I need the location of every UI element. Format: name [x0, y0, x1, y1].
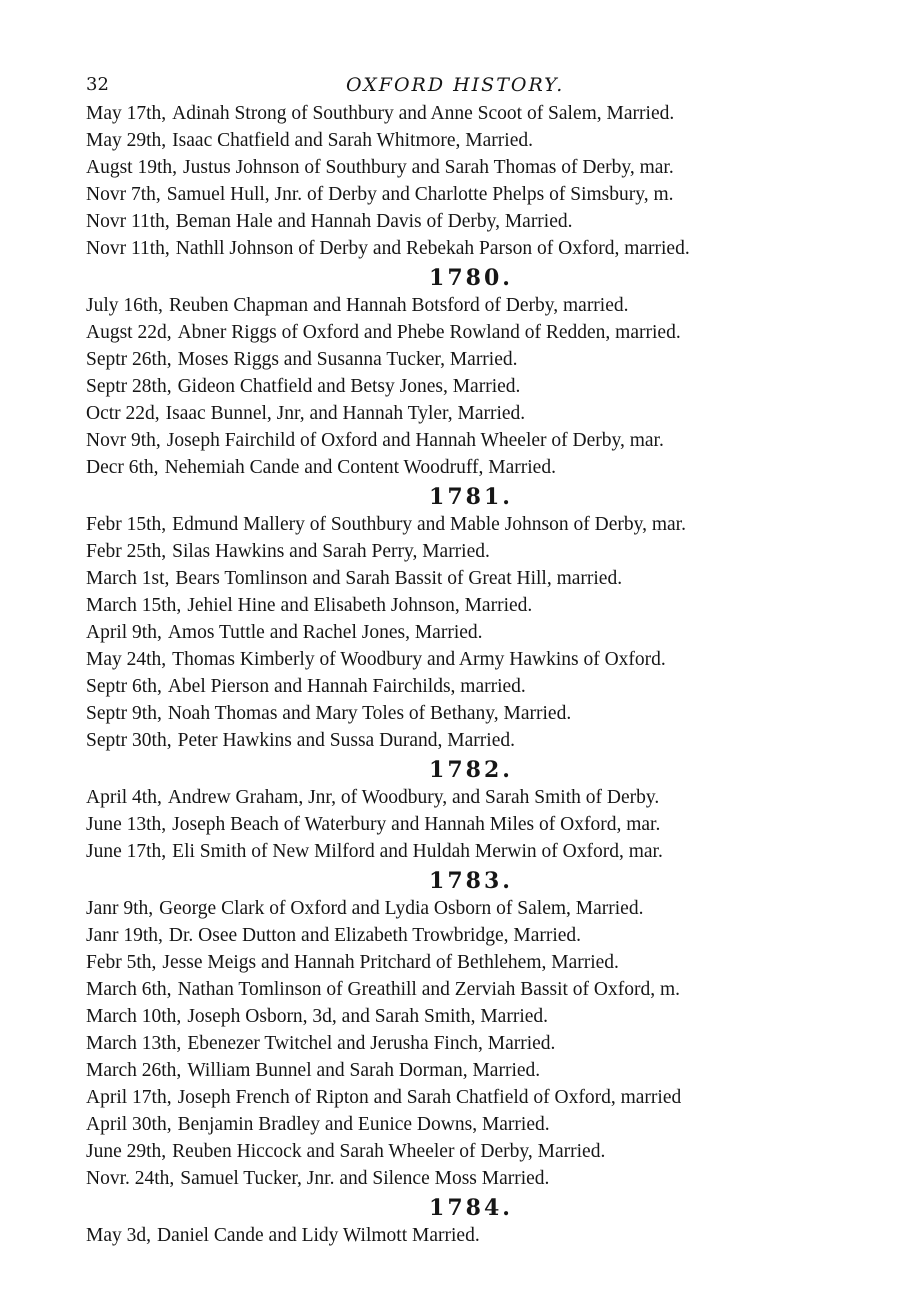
entry-text: Joseph Osborn, 3d, and Sarah Smith, Married.	[187, 1006, 549, 1027]
year-heading: 1780.	[429, 265, 513, 291]
entry-text: Nathll Johnson of Derby and Rebekah Parson of Oxford, married.	[175, 238, 690, 259]
marriage-entry	[86, 811, 826, 838]
entry-date: Novr 11th,	[86, 238, 170, 259]
entry-date: Novr 11th,	[86, 211, 170, 232]
marriage-entry	[86, 373, 826, 400]
entry-text: Reuben Hiccock and Sarah Wheeler of Derby, Married.	[172, 1141, 606, 1162]
entry-date: Febr 15th,	[86, 514, 167, 535]
marriage-entry	[86, 1084, 826, 1111]
entry-date: Febr 25th,	[86, 541, 167, 562]
entry-text: Benjamin Bradley and Eunice Downs, Married.	[177, 1114, 550, 1135]
entry-text: Moses Riggs and Susanna Tucker, Married.	[177, 349, 518, 370]
entry-text: Eli Smith of New Milford and Huldah Merwin of Oxford, mar.	[172, 841, 663, 862]
entry-text: Silas Hawkins and Sarah Perry, Married.	[172, 541, 490, 562]
entry-date: Augst 19th,	[86, 157, 178, 178]
marriage-entry	[86, 154, 826, 181]
entry-date: May 17th,	[86, 103, 167, 124]
entry-text: Nehemiah Cande and Content Woodruff, Married.	[164, 457, 556, 478]
marriage-entry	[86, 127, 826, 154]
entry-text: Amos Tuttle and Rachel Jones, Married.	[167, 622, 483, 643]
marriage-entry	[86, 1138, 826, 1165]
marriage-entry	[86, 700, 826, 727]
entry-date: April 30th,	[86, 1114, 172, 1135]
entry-date: Novr 9th,	[86, 430, 161, 451]
marriage-entry	[86, 592, 826, 619]
entry-date: Septr 30th,	[86, 730, 172, 751]
entry-text: Bears Tomlinson and Sarah Bassit of Great Hill, married.	[175, 568, 623, 589]
marriage-entry	[86, 427, 826, 454]
entry-text: Abner Riggs of Oxford and Phebe Rowland of Redden, married.	[177, 322, 681, 343]
marriage-entry	[86, 319, 826, 346]
entry-text: William Bunnel and Sarah Dorman, Married.	[187, 1060, 541, 1081]
marriage-entry	[86, 949, 826, 976]
marriage-entry	[86, 976, 826, 1003]
entry-date: Augst 22d,	[86, 322, 172, 343]
marriage-entry	[86, 646, 826, 673]
marriage-entry	[86, 1165, 826, 1192]
marriage-entry	[86, 454, 826, 481]
entry-text: Beman Hale and Hannah Davis of Derby, Married.	[175, 211, 573, 232]
entry-text: Joseph Beach of Waterbury and Hannah Miles of Oxford, mar.	[172, 814, 661, 835]
marriage-register	[86, 100, 826, 1249]
marriage-entry	[86, 565, 826, 592]
entry-date: June 17th,	[86, 841, 167, 862]
entry-date: March 6th,	[86, 979, 172, 1000]
entry-text: Andrew Graham, Jnr, of Woodbury, and Sarah Smith of Derby.	[167, 787, 660, 808]
page	[86, 70, 826, 1249]
entry-date: Janr 9th,	[86, 898, 154, 919]
entry-date: Decr 6th,	[86, 457, 159, 478]
entry-date: June 13th,	[86, 814, 167, 835]
entry-date: March 10th,	[86, 1006, 182, 1027]
marriage-entry	[86, 235, 826, 262]
running-title: OXFORD HISTORY.	[346, 74, 565, 96]
entry-text: Ebenezer Twitchel and Jerusha Finch, Married.	[187, 1033, 556, 1054]
entry-date: May 29th,	[86, 130, 167, 151]
marriage-entry	[86, 208, 826, 235]
entry-date: April 9th,	[86, 622, 162, 643]
year-heading: 1784.	[429, 1195, 513, 1221]
entry-text: Reuben Chapman and Hannah Botsford of Derby, married.	[168, 295, 629, 316]
year-heading: 1783.	[429, 868, 513, 894]
entry-text: Nathan Tomlinson of Greathill and Zerviah Bassit of Oxford, m.	[177, 979, 681, 1000]
entry-text: Edmund Mallery of Southbury and Mable Johnson of Derby, mar.	[172, 514, 686, 535]
entry-text: Noah Thomas and Mary Toles of Bethany, Married.	[167, 703, 572, 724]
marriage-entry	[86, 538, 826, 565]
entry-text: George Clark of Oxford and Lydia Osborn of Salem, Married.	[159, 898, 644, 919]
entry-date: April 4th,	[86, 787, 162, 808]
entry-date: Septr 9th,	[86, 703, 162, 724]
entry-text: Isaac Chatfield and Sarah Whitmore, Married.	[172, 130, 533, 151]
entry-date: Novr 7th,	[86, 184, 161, 205]
marriage-entry	[86, 292, 826, 319]
entry-text: Joseph Fairchild of Oxford and Hannah Wheeler of Derby, mar.	[166, 430, 664, 451]
entry-text: Dr. Osee Dutton and Elizabeth Trowbridge, Married.	[168, 925, 582, 946]
entry-date: Septr 28th,	[86, 376, 172, 397]
entry-date: Septr 6th,	[86, 676, 162, 697]
marriage-entry	[86, 1057, 826, 1084]
entry-text: Jesse Meigs and Hannah Pritchard of Bethlehem, Married.	[162, 952, 619, 973]
marriage-entry	[86, 673, 826, 700]
entry-date: Janr 19th,	[86, 925, 163, 946]
marriage-entry	[86, 838, 826, 865]
entry-date: Septr 26th,	[86, 349, 172, 370]
entry-text: Isaac Bunnel, Jnr, and Hannah Tyler, Married.	[165, 403, 526, 424]
entry-text: Jehiel Hine and Elisabeth Johnson, Married.	[187, 595, 533, 616]
marriage-entry	[86, 895, 826, 922]
entry-text: Justus Johnson of Southbury and Sarah Thomas of Derby, mar.	[183, 157, 674, 178]
marriage-entry	[86, 1030, 826, 1057]
entry-date: Febr 5th,	[86, 952, 157, 973]
entry-date: May 24th,	[86, 649, 167, 670]
marriage-entry	[86, 727, 826, 754]
entry-date: March 15th,	[86, 595, 182, 616]
entry-text: Samuel Tucker, Jnr. and Silence Moss Married.	[180, 1168, 550, 1189]
page-number: 32	[86, 74, 109, 95]
page-header	[86, 70, 826, 100]
entry-date: June 29th,	[86, 1141, 167, 1162]
marriage-entry	[86, 784, 826, 811]
entry-text: Joseph French of Ripton and Sarah Chatfield of Oxford, married	[177, 1087, 682, 1108]
entry-text: Samuel Hull, Jnr. of Derby and Charlotte Phelps of Simsbury, m.	[166, 184, 674, 205]
year-heading: 1782.	[429, 757, 513, 783]
entry-date: March 13th,	[86, 1033, 182, 1054]
entry-date: Octr 22d,	[86, 403, 160, 424]
marriage-entry	[86, 511, 826, 538]
year-heading: 1781.	[429, 484, 513, 510]
entry-text: Abel Pierson and Hannah Fairchilds, married.	[167, 676, 526, 697]
entry-date: March 26th,	[86, 1060, 182, 1081]
entry-date: July 16th,	[86, 295, 163, 316]
marriage-entry	[86, 1111, 826, 1138]
marriage-entry	[86, 346, 826, 373]
marriage-entry	[86, 1003, 826, 1030]
entry-text: Peter Hawkins and Sussa Durand, Married.	[177, 730, 515, 751]
marriage-entry	[86, 619, 826, 646]
entry-date: May 3d,	[86, 1225, 151, 1246]
entry-text: Thomas Kimberly of Woodbury and Army Hawkins of Oxford.	[172, 649, 666, 670]
marriage-entry	[86, 400, 826, 427]
marriage-entry	[86, 1222, 826, 1249]
marriage-entry	[86, 181, 826, 208]
entry-date: April 17th,	[86, 1087, 172, 1108]
marriage-entry	[86, 922, 826, 949]
entry-date: March 1st,	[86, 568, 170, 589]
entry-date: Novr. 24th,	[86, 1168, 175, 1189]
entry-text: Daniel Cande and Lidy Wilmott Married.	[157, 1225, 480, 1246]
entry-text: Gideon Chatfield and Betsy Jones, Married.	[177, 376, 521, 397]
entry-text: Adinah Strong of Southbury and Anne Scoot of Salem, Married.	[172, 103, 675, 124]
marriage-entry	[86, 100, 826, 127]
